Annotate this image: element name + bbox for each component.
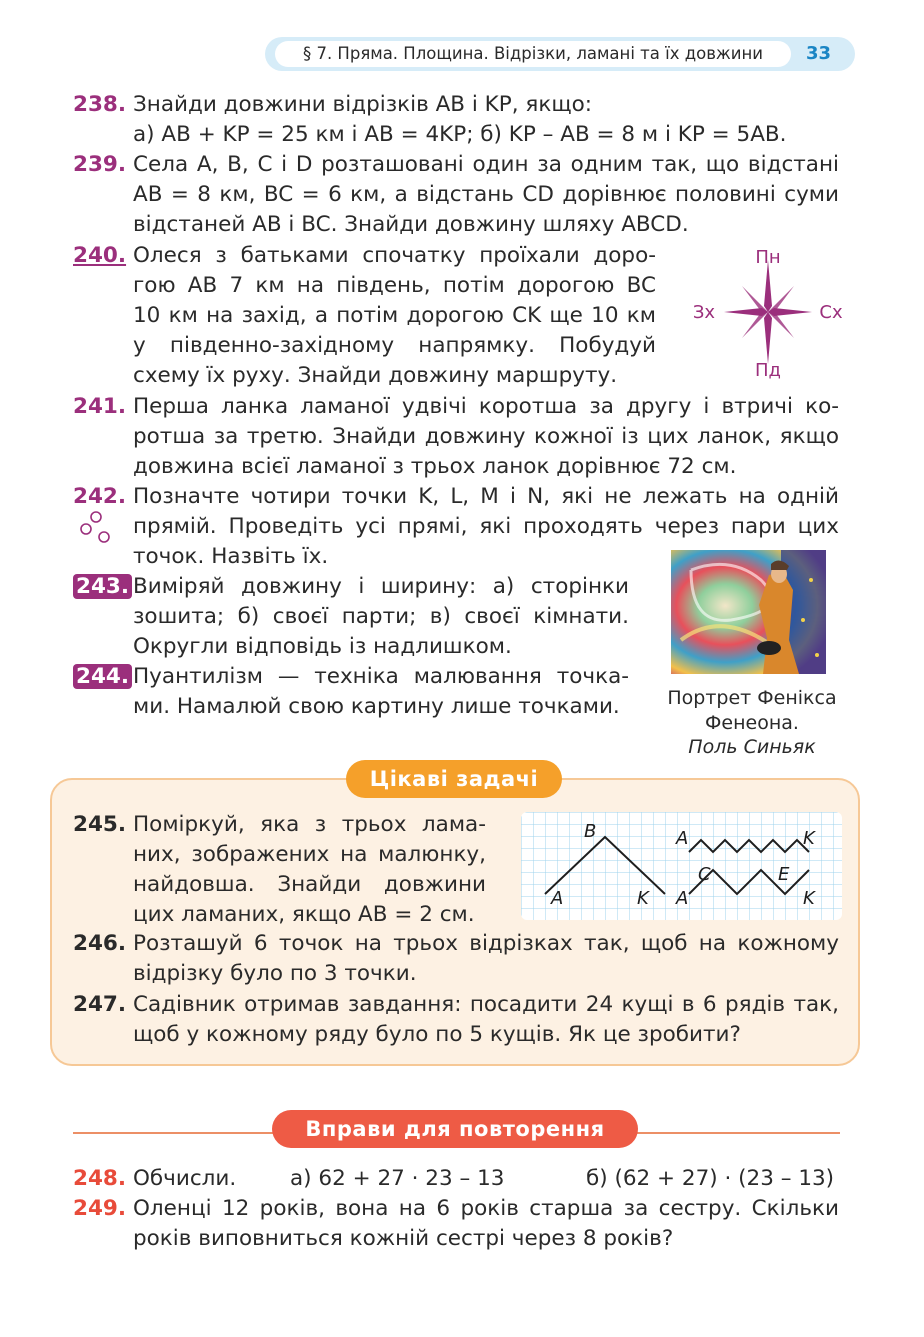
problem-number: 246. [73, 931, 127, 956]
problem-text: Виміряй довжину і ширину: а) сторінки [133, 574, 629, 599]
painting-author: Поль Синьяк [688, 736, 816, 758]
problem-text: а) AB + KP = 25 км і AB = 4KP; б) KP – AB = 8 м і KP = 5AB. [133, 122, 787, 147]
problem-text: відстаней AB і BC. Знайди довжину шляху ABCD. [133, 212, 689, 237]
problem-text: цих ламаних, якщо AB = 2 см. [133, 902, 475, 927]
point-label: B [584, 821, 597, 842]
problem-number: 247. [73, 992, 127, 1017]
repetition-exercises-title: Вправи для повторення [272, 1110, 638, 1148]
painting-caption-line: Фенеона. [705, 712, 799, 734]
group-work-icon [80, 510, 112, 544]
point-label: C [698, 864, 711, 885]
point-label: A [676, 828, 689, 849]
problem-text: 10 км на захід, а потім дорогою CK ще 10 км [133, 303, 656, 328]
problem-text: Знайди довжини відрізків AB і KP, якщо: [133, 92, 592, 117]
problem-number: 239. [73, 152, 127, 177]
point-label: K [803, 888, 815, 909]
problem-text: зошита; б) своєї парти; в) своєї кімнати. [133, 604, 629, 629]
problem-number: 240. [73, 243, 127, 268]
problem-text: у південно-західному напрямку. Побудуй [133, 333, 656, 358]
problem-text: Обчисли. [133, 1166, 237, 1191]
compass-rose-icon [690, 240, 850, 385]
polylines-figure [521, 812, 842, 920]
problem-text: років виповниться кожній сестрі через 8 років? [133, 1226, 674, 1251]
page-number: 33 [806, 43, 832, 64]
problem-text: Села A, B, C і D розташовані один за одним так, що відстані [133, 152, 839, 177]
point-label: A [551, 888, 564, 909]
problem-text: точок. Назвіть їх. [133, 544, 329, 569]
problem-text: Розташуй 6 точок на трьох відрізках так, щоб на кожному [133, 931, 839, 956]
problem-number [73, 572, 132, 602]
problem-number: 242. [73, 484, 127, 509]
problem-text: довжина всієї ламаної з трьох ланок дорівнює 72 см. [133, 454, 737, 479]
problem-text: Садівник отримав завдання: посадити 24 кущі в 6 рядів так, [133, 992, 839, 1017]
problem-part: а) 62 + 27 · 23 – 13 [290, 1166, 505, 1191]
problem-text: відрізку було по 3 точки. [133, 961, 417, 986]
problem-text: прямій. Проведіть усі прямі, які проходять через пари цих [133, 514, 839, 539]
problem-number: 241. [73, 394, 127, 419]
problem-text: AB = 8 км, BC = 6 км, а відстань CD дорівнює половині суми [133, 182, 839, 207]
painting-caption-line: Портрет Фенікса [667, 687, 837, 709]
painting-image [671, 550, 826, 674]
point-label: A [676, 888, 689, 909]
problem-text: Поміркуй, яка з трьох лама- [133, 812, 486, 837]
section-title: § 7. Пряма. Площина. Відрізки, ламані та їх довжини [275, 41, 791, 67]
compass-north-label: Пн [755, 247, 781, 268]
problem-text: ми. Намалюй свою картину лише точками. [133, 694, 620, 719]
problem-text: Округли відповідь із надлишком. [133, 634, 512, 659]
problem-text: них, зображених на малюнку, [133, 842, 486, 867]
compass-east-label: Сх [819, 302, 843, 323]
compass-west-label: Зх [692, 302, 716, 323]
problem-number: 249. [73, 1196, 127, 1221]
problem-text: Олеся з батьками спочатку проїхали доро- [133, 243, 656, 268]
problem-text: Позначте чотири точки K, L, M і N, які не лежать на одній [133, 484, 839, 509]
problem-number: 238. [73, 92, 127, 117]
problem-text: гою AB 7 км на південь, потім дорогою BC [133, 273, 656, 298]
problem-text: щоб у кожному ряду було по 5 кущів. Як це зробити? [133, 1022, 741, 1047]
point-label: K [803, 828, 815, 849]
problem-number-badge: 243. [73, 574, 132, 599]
point-label: K [637, 888, 649, 909]
problem-part: б) (62 + 27) · (23 – 13) [586, 1166, 835, 1191]
problem-number [73, 662, 132, 692]
compass-south-label: Пд [755, 360, 781, 381]
problem-text: Пуантилізм — техніка малювання точка- [133, 664, 629, 689]
problem-number: 245. [73, 812, 127, 837]
problem-text: ротша за третю. Знайди довжину кожної із цих ланок, якщо [133, 424, 839, 449]
interesting-problems-title: Цікаві задачі [346, 760, 562, 798]
problem-text: Перша ланка ламаної удвічі коротша за другу і втричі ко- [133, 394, 839, 419]
problem-text: схему їх руху. Знайди довжину маршруту. [133, 363, 618, 388]
point-label: E [778, 864, 790, 885]
problem-text: найдовша. Знайди довжини [133, 872, 486, 897]
problem-number: 248. [73, 1166, 127, 1191]
problem-text: Оленці 12 років, вона на 6 років старша за сестру. Скільки [133, 1196, 839, 1221]
problem-number-badge: 244. [73, 664, 132, 689]
